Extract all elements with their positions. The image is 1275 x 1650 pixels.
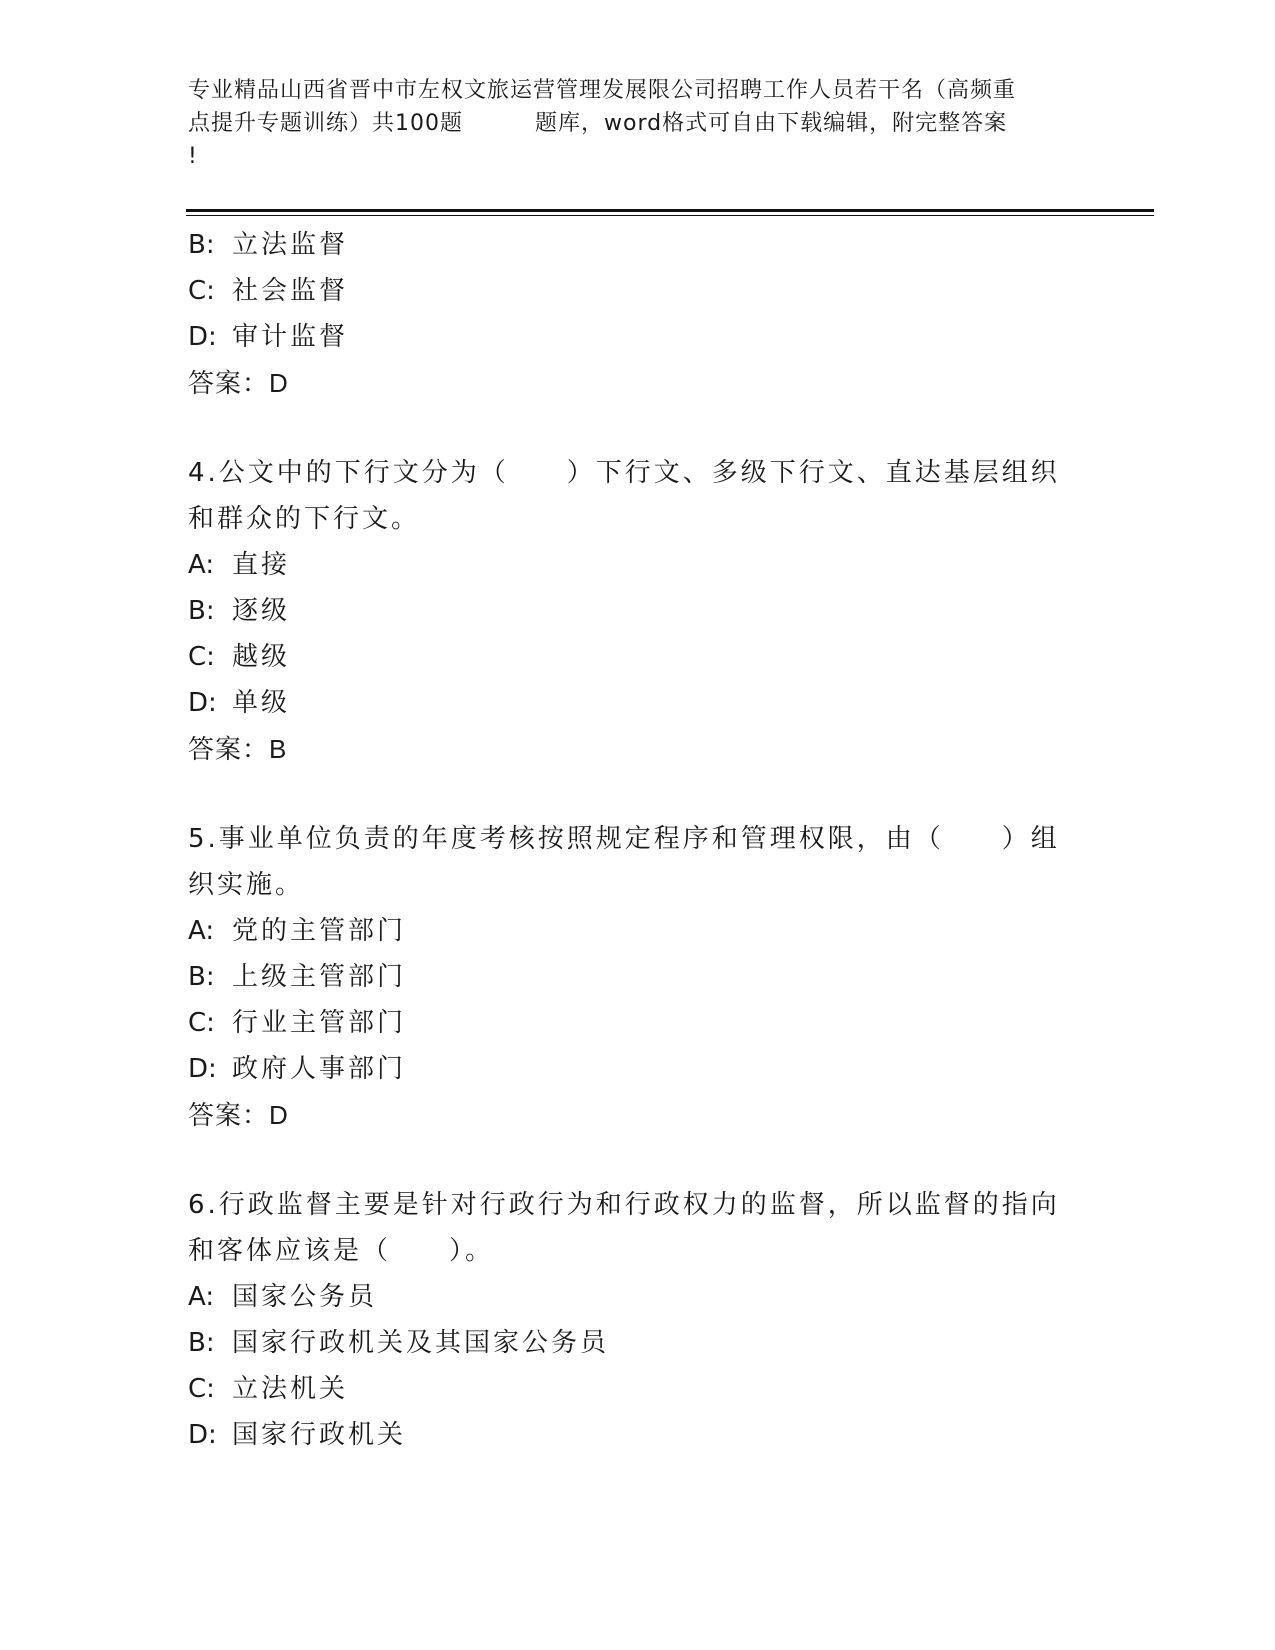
q5-option-a: A: 党的主管部门 — [188, 916, 407, 946]
q3-option-b: B: 立法监督 — [188, 230, 349, 260]
q3-option-c: C: 社会监督 — [188, 276, 349, 306]
q6-option-b: B: 国家行政机关及其国家公务员 — [188, 1328, 610, 1358]
q3-answer: 答案：D — [188, 368, 289, 398]
q6-option-d: D: 国家行政机关 — [188, 1420, 407, 1450]
q4-stem: 4.公文中的下行文分为（ ）下行文、多级下行文、直达基层组织 和群众的下行文。 — [188, 458, 1060, 534]
header-line-2 — [188, 107, 1088, 140]
q3-option-d: D: 审计监督 — [188, 322, 349, 352]
header-line-2-part-a: 点提升专题训练）共100题 — [188, 111, 463, 136]
question-5 — [188, 816, 1088, 1138]
header-line-2-part-b: 题库，word格式可自由下载编辑，附完整答案 — [535, 111, 1008, 136]
header-line-1: 专业精品山西省晋中市左权文旅运营管理发展限公司招聘工作人员若干名（高频重 — [188, 78, 1017, 103]
question-4 — [188, 450, 1088, 772]
q5-option-c: C: 行业主管部门 — [188, 1008, 407, 1038]
q5-option-d: D: 政府人事部门 — [188, 1054, 407, 1084]
q6-stem: 6.行政监督主要是针对行政行为和行政权力的监督，所以监督的指向 和客体应该是（ ）。 — [188, 1190, 1060, 1266]
q5-stem: 5.事业单位负责的年度考核按照规定程序和管理权限，由（ ）组 织实施。 — [188, 824, 1060, 900]
q4-option-b: B: 逐级 — [188, 596, 291, 626]
document-header — [188, 74, 1088, 173]
question-6 — [188, 1182, 1088, 1458]
q4-option-d: D: 单级 — [188, 688, 291, 718]
question-list — [188, 222, 1088, 1458]
question-3-tail — [188, 222, 1088, 406]
q5-answer: 答案：D — [188, 1100, 289, 1130]
q4-option-a: A: 直接 — [188, 550, 291, 580]
q4-option-c: C: 越级 — [188, 642, 291, 672]
q4-answer: 答案：B — [188, 734, 288, 764]
header-divider-thin — [186, 215, 1154, 216]
q6-option-c: C: 立法机关 — [188, 1374, 349, 1404]
header-line-3: ! — [188, 144, 198, 169]
q5-option-b: B: 上级主管部门 — [188, 962, 407, 992]
header-divider-thick — [186, 209, 1154, 212]
q6-option-a: A: 国家公务员 — [188, 1282, 378, 1312]
